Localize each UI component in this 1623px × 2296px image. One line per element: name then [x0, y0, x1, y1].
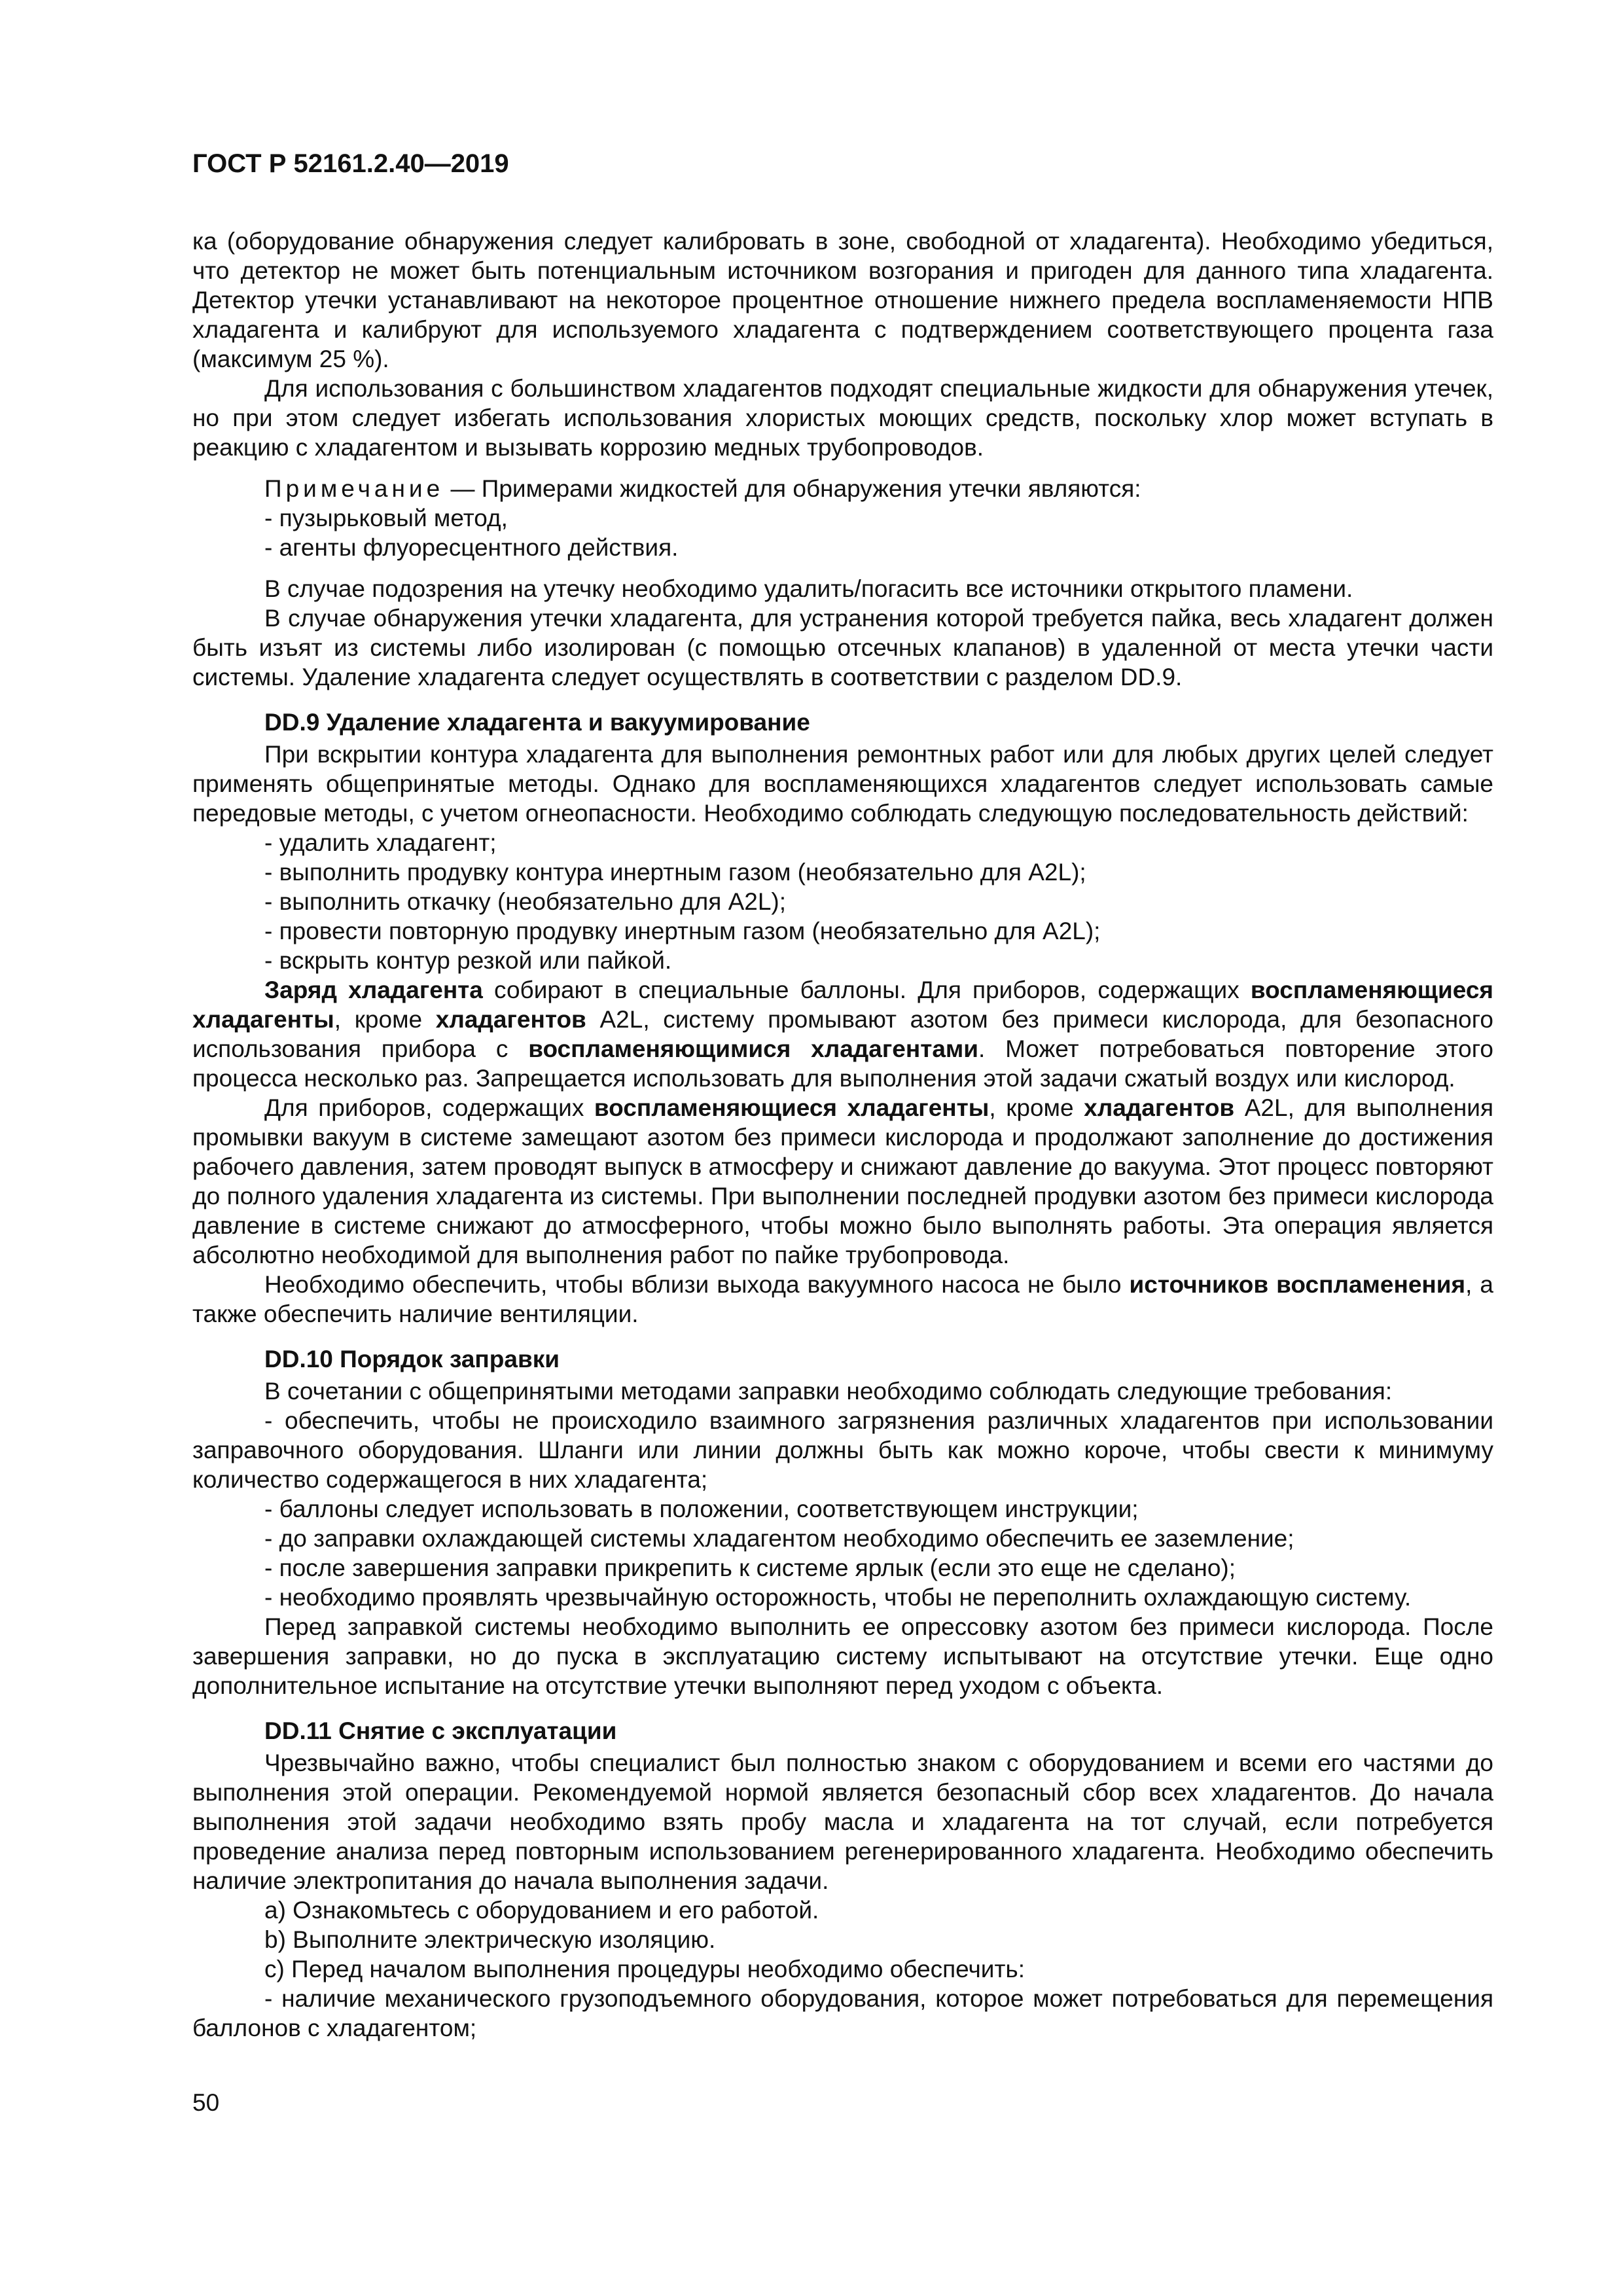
paragraph: Для использования с большинством хладагентов подходят специальные жидкости для обнаружения утечек, но при этом следует избегать использования хлористых моющих средств, поскольку хлор может вступать в реакцию с хладагентом и вызывать коррозию медных трубопроводов. — [192, 375, 1493, 461]
list-item: a) Ознакомьтесь с оборудованием и его работой. — [264, 1897, 819, 1924]
list-item: - провести повторную продувку инертным газом (необязательно для A2L); — [264, 918, 1101, 944]
list-item: - выполнить откачку (необязательно для A2L); — [264, 888, 786, 915]
note-label: Примечание — [264, 475, 444, 502]
paragraph: При вскрытии контура хладагента для выполнения ремонтных работ или для любых других целей следует применять общепринятые методы. Однако для воспламеняющихся хладагентов следует использовать самые передовые методы, с учетом огнеопасности. Необходимо соблюдать следующую последовательность действий: — [192, 741, 1493, 827]
text-run: Необходимо обеспечить, чтобы вблизи выхода вакуумного насоса не было — [264, 1271, 1130, 1298]
paragraph: В случае обнаружения утечки хладагента, для устранения которой требуется пайка, весь хладагент должен быть изъят из системы либо изолирован (с помощью отсечных клапанов) в удаленной от места утечки части системы. Удаление хладагента следует осуществлять в соответствии с разделом DD.9. — [192, 605, 1493, 691]
section-heading-dd9: DD.9 Удаление хладагента и вакуумирование — [264, 709, 810, 736]
list-item: - выполнить продувку контура инертным газом (необязательно для A2L); — [264, 859, 1086, 886]
document-body — [192, 226, 1493, 2043]
list-item: - вскрыть контур резкой или пайкой. — [264, 947, 672, 974]
section-heading-dd10: DD.10 Порядок заправки — [264, 1346, 560, 1372]
bold-term: Заряд хладагента — [264, 977, 483, 1003]
list-item: - агенты флуоресцентного действия. — [264, 534, 679, 561]
list-item: - удалить хладагент; — [264, 829, 497, 856]
text-run: , а также обеспечить наличие вентиляции. — [192, 1271, 1494, 1327]
bold-term: воспламеняющиеся хладагенты — [192, 977, 1493, 1033]
text-run: A2L, для выполнения промывки вакуум в системе замещают азотом без примеси кислорода и продолжают заполнение до достижения рабочего давления, затем проводят выпуск в атмосферу и снижают давление до вакуума. Этот процесс повторяют до полного удаления хладагента из системы. При выполнении последней продувки азотом без примеси кислорода давление в системе снижают до атмосферного, чтобы можно было выполнять работы. Эта операция является абсолютно необходимой для выполнения работ по пайке трубопровода. — [192, 1094, 1493, 1268]
bold-term: воспламеняющиеся хладагенты — [594, 1094, 990, 1121]
bold-term: хладагентов — [1084, 1094, 1235, 1121]
note — [192, 474, 1493, 562]
list-item: - пузырьковый метод, — [264, 505, 508, 531]
paragraph — [192, 975, 1493, 1093]
page-number: 50 — [192, 2089, 220, 2116]
note-intro — [192, 474, 1493, 503]
text-run: собирают в специальные баллоны. Для приборов, содержащих — [482, 977, 1251, 1003]
paragraph: В сочетании с общепринятыми методами заправки необходимо соблюдать следующие требования: — [264, 1378, 1393, 1405]
list-item: - наличие механического грузоподъемного оборудования, которое может потребоваться для перемещения баллонов с хладагентом; — [192, 1985, 1493, 2041]
paragraph: ка (оборудование обнаружения следует калибровать в зоне, свободной от хладагента). Необходимо убедиться, что детектор не может быть потенциальным источником возгорания и пригоден для данного типа хладагента. Детектор утечки устанавливают на некоторое процентное отношение нижнего предела воспламеняемости НПВ хладагента и калибруют для используемого хладагента с подтверждением соответствующего процента газа (максимум 25 %). — [192, 228, 1493, 372]
text-run: . Может потребоваться повторение этого процесса несколько раз. Запрещается использовать для выполнения этой задачи сжатый воздух или кислород. — [192, 1035, 1494, 1092]
bold-term: хладагентов — [435, 1006, 586, 1033]
paragraph — [192, 1270, 1493, 1329]
list-item: - необходимо проявлять чрезвычайную осторожность, чтобы не переполнить охлаждающую систему. — [264, 1584, 1412, 1611]
document-header: ГОСТ Р 52161.2.40—2019 — [192, 149, 509, 178]
list-item: - баллоны следует использовать в положении, соответствующем инструкции; — [264, 1496, 1139, 1522]
text-run: A2L, систему промывают азотом без примеси кислорода, для безопасного использования прибора с — [192, 1006, 1493, 1062]
paragraph: Чрезвычайно важно, чтобы специалист был полностью знаком с оборудованием и всеми его частями до выполнения этой операции. Рекомендуемой нормой является безопасный сбор всех хладагентов. До начала выполнения этой задачи необходимо взять пробу масла и хладагента на тот случай, если потребуется проведение анализа перед повторным использованием регенерированного хладагента. Необходимо обеспечить наличие электропитания до начала выполнения задачи. — [192, 1749, 1493, 1894]
paragraph — [192, 1093, 1493, 1270]
list-item: b) Выполните электрическую изоляцию. — [264, 1926, 716, 1953]
text-run: , кроме — [989, 1094, 1084, 1121]
text-run: Для приборов, содержащих — [264, 1094, 594, 1121]
paragraph: В случае подозрения на утечку необходимо удалить/погасить все источники открытого пламени. — [264, 575, 1353, 602]
text-run: , кроме — [334, 1006, 436, 1033]
paragraph: Перед заправкой системы необходимо выполнить ее опрессовку азотом без примеси кислорода. После завершения заправки, но до пуска в эксплуатацию систему испытывают на отсутствие утечки. Еще одно дополнительное испытание на отсутствие утечки выполняют перед уходом с объекта. — [192, 1613, 1493, 1699]
list-item: - обеспечить, чтобы не происходило взаимного загрязнения различных хладагентов при использовании заправочного оборудования. Шланги или линии должны быть как можно короче, чтобы свести к минимуму количество содержащегося в них хладагента; — [192, 1407, 1493, 1493]
list-item: - после завершения заправки прикрепить к системе ярлык (если это еще не сделано); — [264, 1554, 1236, 1581]
bold-term: воспламеняющимися хладагентами — [528, 1035, 979, 1062]
list-item: - до заправки охлаждающей системы хладагентом необходимо обеспечить ее заземление; — [264, 1525, 1294, 1552]
note-text: — Примерами жидкостей для обнаружения утечки являются: — [444, 475, 1141, 502]
list-item: c) Перед началом выполнения процедуры необходимо обеспечить: — [264, 1956, 1025, 1982]
section-heading-dd11: DD.11 Снятие с эксплуатации — [264, 1717, 617, 1744]
bold-term: источников воспламенения — [1129, 1271, 1466, 1298]
